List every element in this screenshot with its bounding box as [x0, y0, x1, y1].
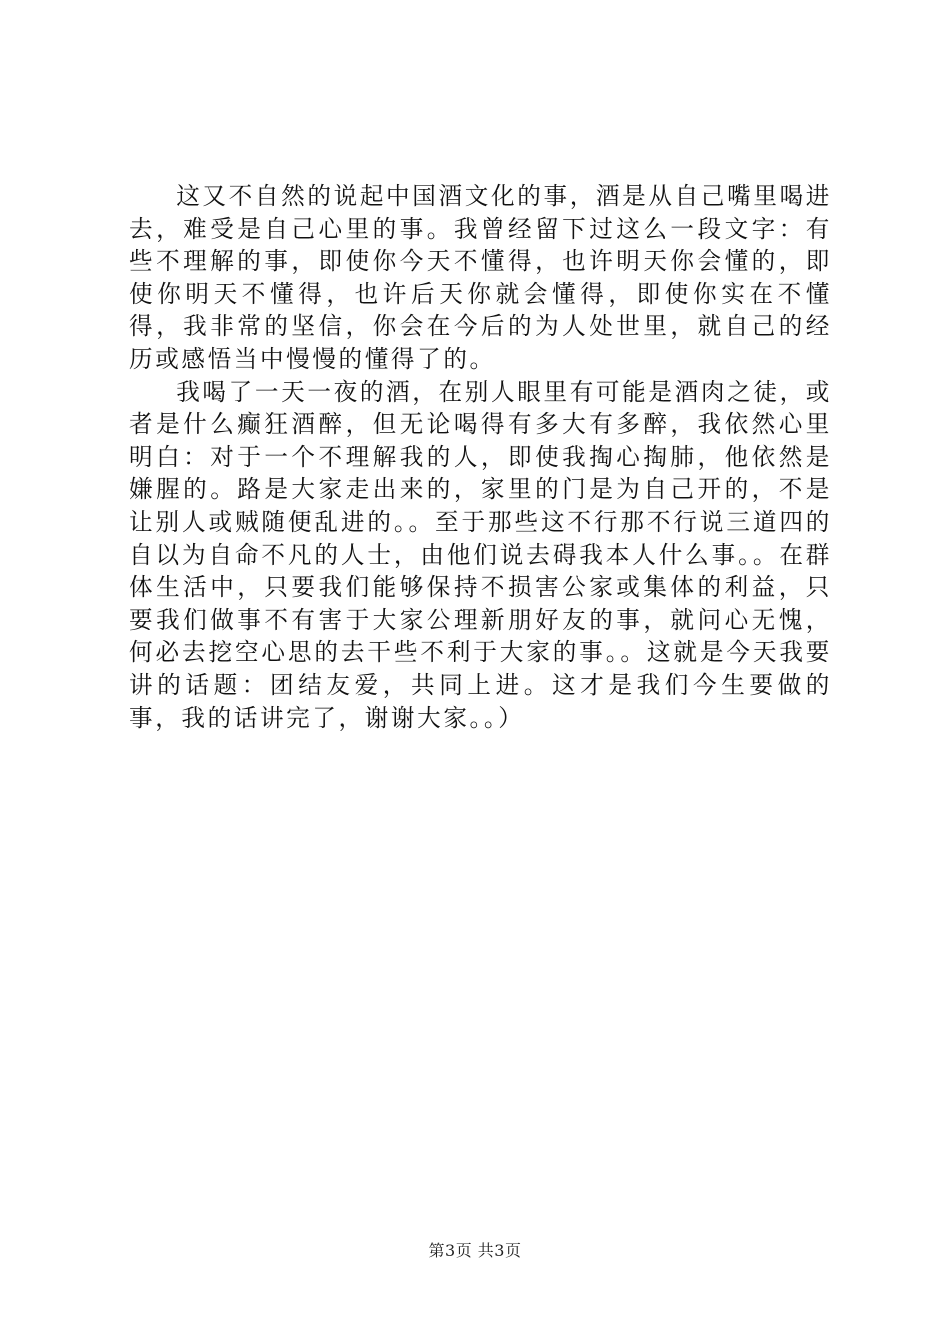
page-number-footer: 第3页 共3页	[428, 1241, 522, 1260]
paragraph-2: 我喝了一天一夜的酒，在别人眼里有可能是酒肉之徒，或者是什么癫狂酒醉，但无论喝得有多大有多醉，我依然心里明白：对于一个不理解我的人，即使我掏心掏肺，他依然是嫌腥的。路是大家走出来的，家里的门是为自己开的，不是让别人或贼随便乱进的。。至于那些这不行那不行说三道四的自以为自命不凡的人士，由他们说去碍我本人什么事。。在群体生活中，只要我们能够保持不损害公家或集体的利益，只要我们做事不有害于大家公理新朋好友的事，就问心无愧，何必去挖空心思的去干些不利于大家的事。。这就是今天我要讲的话题：团结友爱，共同上进。这才是我们今生要做的事，我的话讲完了，谢谢大家。。）	[129, 377, 832, 732]
paragraph-1: 这又不自然的说起中国酒文化的事，酒是从自己嘴里喝进去，难受是自己心里的事。我曾经留下过这么一段文字：有些不理解的事，即使你今天不懂得，也许明天你会懂的，即使你明天不懂得，也许后天你就会懂得，即使你实在不懂得，我非常的坚信，你会在今后的为人处世里，就自己的经历或感悟当中慢慢的懂得了的。	[129, 182, 832, 373]
body-text	[129, 180, 832, 734]
